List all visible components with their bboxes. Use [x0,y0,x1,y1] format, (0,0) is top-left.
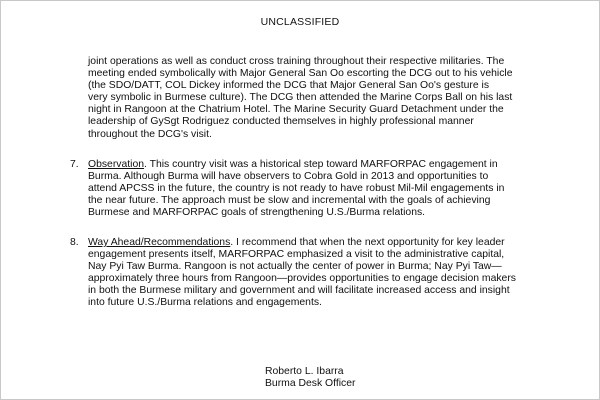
paragraph-line: approximately three hours from Rangoon—provides opportunities to engage decision makers [88,273,516,285]
continued-paragraph [88,56,548,141]
paragraph-line: night in Rangoon at the Chatrium Hotel. The Marine Security Guard Detachment under the [88,104,504,116]
paragraph-line: Nay Pyi Taw Burma. Rangoon is not actually the center of power in Burma; Nay Pyi Taw— [88,261,502,273]
paragraph-line: Burma. Although Burma will have observers to Cobra Gold in 2013 and opportunities to [88,171,489,183]
classification-marking: UNCLASSIFIED [260,16,340,28]
paragraph-line: Burmese and MARFORPAC goals of strengthening U.S./Burma relations. [88,207,426,219]
signer-name: Roberto L. Ibarra [265,366,344,377]
paragraph-text: . I recommend that when the next opportunity for key leader [230,237,505,248]
paragraph-line: the near future. The approach must be slow and incremental with the goals of achieving [88,195,491,207]
paragraph-line: in both the Burmese military and government and will facilitate increased access and insight [88,285,510,297]
observation-paragraph [88,159,548,219]
signer-title: Burma Desk Officer [265,378,356,390]
recommendations-paragraph [88,237,548,310]
paragraph-line: into future U.S./Burma relations and engagements. [88,297,322,309]
signature-block [265,366,465,390]
item-number: 7. [70,159,79,170]
paragraph-line: leadership of GySgt Rodriguez conducted themselves in highly professional manner [88,116,474,128]
paragraph-line [88,237,548,249]
recommendations-heading: Way Ahead/Recommendations [88,237,231,248]
paragraph-line: attend APCSS in the future, the country is not ready to have robust Mil-Mil engagements in [88,183,505,195]
paragraph-line: joint operations as well as conduct cross training throughout their respective militaries. The [88,56,505,67]
item-number: 8. [70,237,79,248]
paragraph-line: very symbolic in Burmese culture). The DCG then attended the Marine Corps Ball on his last [88,92,513,104]
paragraph-line: meeting ended symbolically with Major General San Oo escorting the DCG out to his vehicle [88,68,513,80]
paragraph-line [88,159,548,171]
paragraph-text: . This country visit was a historical step toward MARFORPAC engagement in [144,159,498,170]
observation-heading: Observation [88,159,145,170]
paragraph-line: throughout the DCG's visit. [88,128,212,140]
paragraph-line: (the SDO/DATT, COL Dickey informed the DCG that Major General San Oo's gesture is [88,80,490,92]
paragraph-line: engagement presents itself, MARFORPAC emphasized a visit to the administrative capital, [88,249,505,261]
